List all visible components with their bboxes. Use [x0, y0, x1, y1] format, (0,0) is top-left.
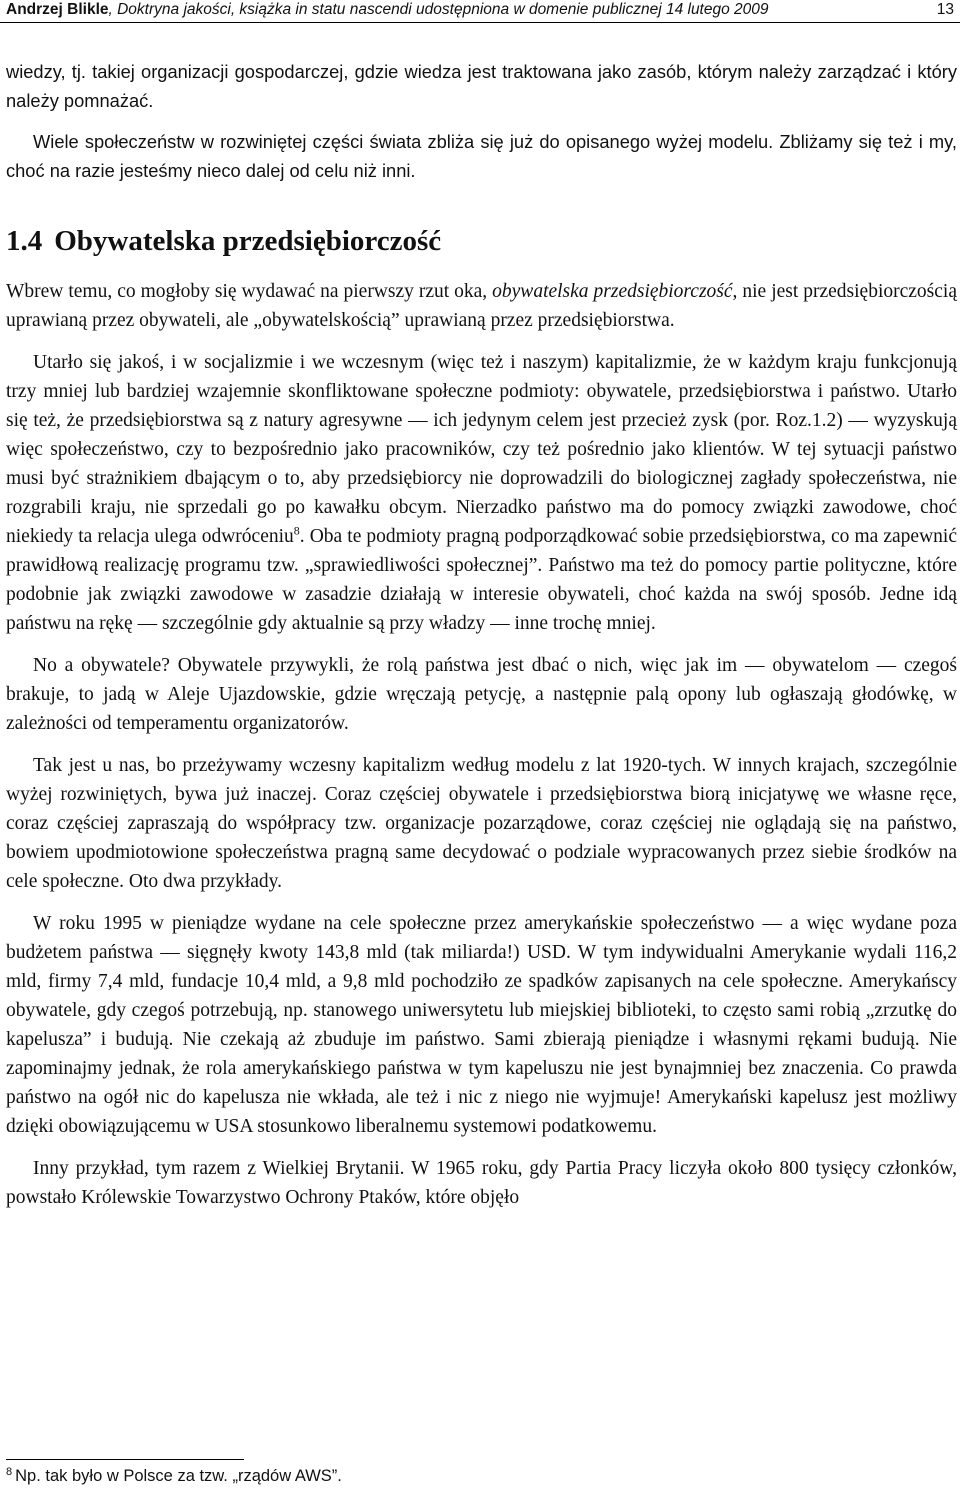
- intro-paragraph-1: wiedzy, tj. takiej organizacji gospodarczej, gdzie wiedza jest traktowana jako zasób, którym należy zarządzać i który należy pomnażać.: [6, 61, 957, 111]
- paragraph-8: Inny przykład, tym razem z Wielkiej Brytanii. W 1965 roku, gdy Partia Pracy liczyła około 800 tysięcy członków, powstało Królewskie Towarzystwo Ochrony Ptaków, które objęło: [6, 1158, 957, 1208]
- paragraph-4-text-b: . Oba te podmioty pragną podporządkować sobie przedsiębiorstwa, co ma zapewnić prawidłową realizację programu tzw. „sprawiedliwości społecznej”. Państwo ma też do pomocy partie polityczne, które podobnie jak związki zawodowe w zasadzie działają w interesie obywateli, choć każda na swój sposób. Jedne idą państwu na rękę — szczególnie gdy aktualnie są przy władzy — inne trochę mniej.: [6, 526, 957, 634]
- paragraph-6: Tak jest u nas, bo przeżywamy wczesny kapitalizm według modelu z lat 1920-tych. W innych krajach, szczególnie wyżej rozwiniętych, bywa już inaczej. Coraz częściej obywatele i przedsiębiorstwa biorą inicjatywę we własne ręce, coraz częściej zapraszają do współpracy tzw. organizacje pozarządowe, coraz częściej nie oglądają się na państwo, bowiem upodmiotowione społeczeństwa pragną same decydować o podziale wypracowanych przez siebie środków na cele społeczne. Oto dwa przykłady.: [6, 755, 957, 892]
- page-header: [0, 0, 960, 23]
- paragraph-3-text-b: , nie jest przedsiębiorczością uprawianą przez obywateli, ale „obywatelskością” uprawianą przez przedsiębiorstwa.: [6, 281, 957, 331]
- paragraph-3-emphasis: obywatelska przedsiębiorczość: [492, 281, 733, 302]
- footnote: [6, 1465, 342, 1487]
- intro-paragraph-2: Wiele społeczeństw w rozwiniętej części świata zbliża się już do opisanego wyżej modelu. Zbliżamy się też i my, choć na razie jesteśmy nieco dalej od celu niż inni.: [6, 131, 957, 181]
- section-number: 1.4: [6, 225, 43, 257]
- section-heading: [6, 223, 957, 259]
- footnote-text: Np. tak było w Polsce za tzw. „rządów AWS”.: [15, 1467, 342, 1485]
- document-body: [6, 57, 957, 1212]
- header-author: Andrzej Blikle: [6, 1, 109, 18]
- paragraph-3: [6, 277, 957, 335]
- running-title: [6, 0, 769, 20]
- footnote-separator: [6, 1459, 244, 1460]
- paragraph-4: [6, 348, 957, 638]
- paragraph-4-text-a: Utarło się jakoś, i w socjalizmie i we wczesnym (więc też i naszym) kapitalizmie, że w każdym kraju funkcjonują trzy mniej lub bardziej wzajemnie skonfliktowane społeczne podmioty: obywatele, przedsiębiorstwa i państwo. Utarło się też, że przedsiębiorstwa są z natury agresywne — ich jedynym celem jest przecież zysk (por. Roz.1.2) — wyzyskują więc społeczeństwo, czy to bezpośrednio jako pracowników, czy też pośrednio jako klientów. W tej sytuacji państwo musi być strażnikiem dbającym o to, aby przedsiębiorcy nie doprowadzili do biologicznej zagłady społeczeństwa, nie rozgrabili kraju, nie sprzedali go po kawałku obcym. Nierzadko państwo ma do pomocy związki zawodowe, choć niekiedy ta relacja ulega odwróceniu: [6, 352, 957, 547]
- paragraph-3-text-a: Wbrew temu, co mogłoby się wydawać na pierwszy rzut oka,: [6, 281, 493, 302]
- paragraph-7: W roku 1995 w pieniądze wydane na cele społeczne przez amerykańskie społeczeństwo — a więc wydane poza budżetem państwa — sięgnęły kwoty 143,8 mld (tak miliarda!) USD. W tym indywidualni Amerykanie wydali 116,2 mld, firmy 7,4 mld, fundacje 10,4 mld, a 9,8 mld pochodziło ze spadków zapisanych na cele społeczne. Amerykańscy obywatele, gdy czegoś potrzebują, np. stanowego uniwersytetu lub miejskiej biblioteki, to często sami robią „zrzutkę do kapelusza” i budują. Nie czekają aż zbuduje im państwo. Sami zbierają pieniądze i własnymi rękami budują. Nie zapominajmy jednak, że rola amerykańskiego państwa w tym kapeluszu nie jest bynajmniej bez znaczenia. Co prawda państwo na ogół nic do kapelusza nie wkłada, ale też i nic z niego nie wyjmuje! Amerykański kapelusz jest możliwy dzięki obowiązującemu w USA stosunkowo liberalnemu systemowi podatkowemu.: [6, 913, 957, 1137]
- paragraph-5: No a obywatele? Obywatele przywykli, że rolą państwa jest dbać o nich, więc jak im — obywatelom — czegoś brakuje, to jadą w Aleje Ujazdowskie, gdzie wręczają petycję, a następnie palą opony lub ogłaszają głodówkę, w zależności od temperamentu organizatorów.: [6, 655, 957, 734]
- footnote-number: 8: [6, 1465, 13, 1478]
- section-title: Obywatelska przedsiębiorczość: [54, 225, 442, 257]
- footnote-ref: 8: [293, 523, 300, 538]
- page-number: 13: [936, 1, 954, 18]
- header-book-title: , Doktryna jakości, książka in statu nascendi udostępniona w domenie publicznej 14 lutego 2009: [108, 1, 769, 18]
